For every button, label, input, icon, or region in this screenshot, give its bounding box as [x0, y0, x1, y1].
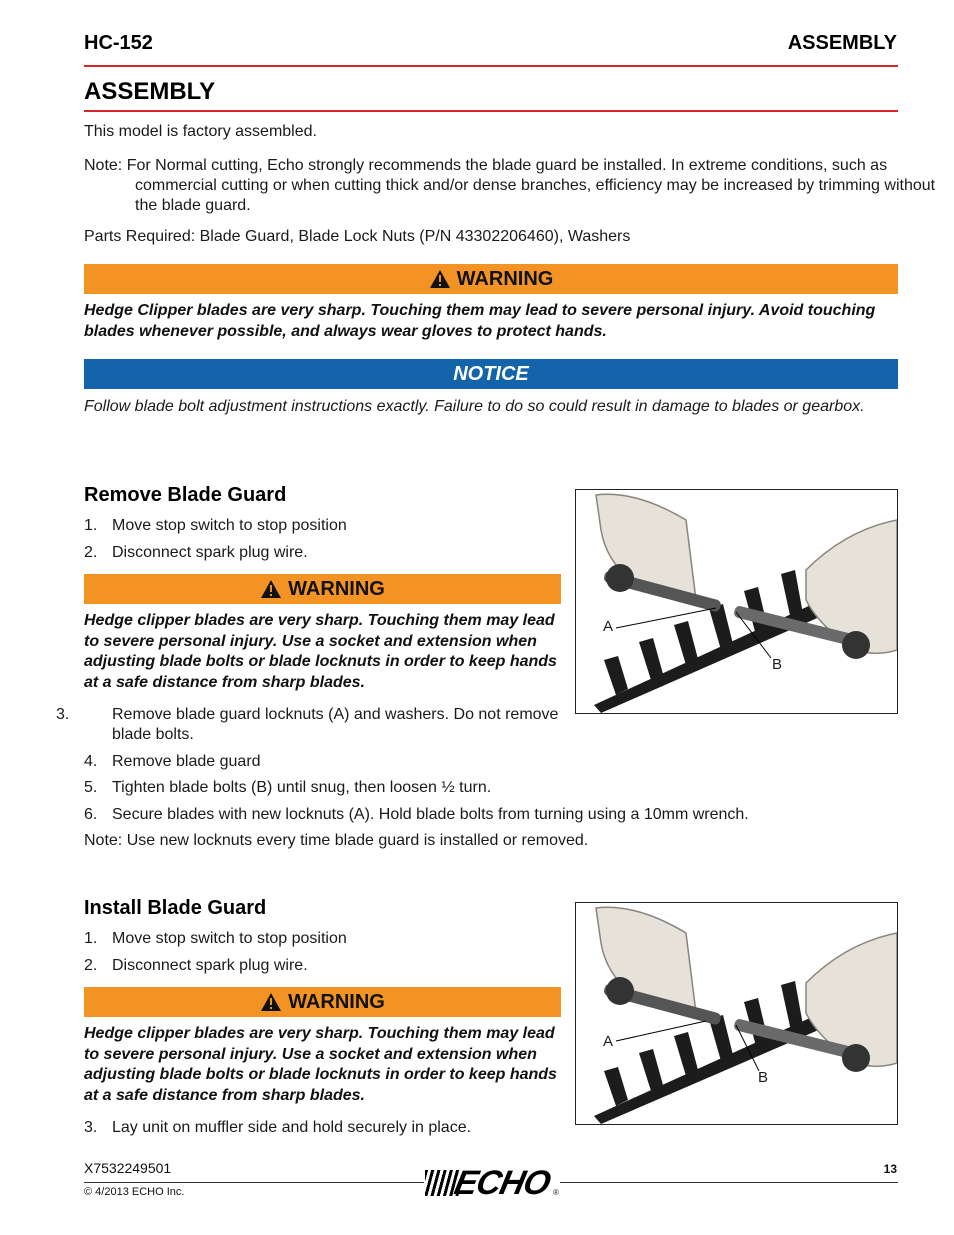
footer-rule-right: [560, 1182, 898, 1183]
list-item: 1. Move stop switch to stop position: [84, 517, 347, 534]
page-title: ASSEMBLY: [84, 78, 216, 105]
list-item: 6. Secure blades with new locknuts (A). Hold blade bolts from turning using a 10mm wrench.: [84, 806, 749, 823]
warning-triangle-icon: [260, 579, 282, 599]
page-number: 13: [883, 1162, 897, 1176]
list-item: 3. Remove blade guard locknuts (A) and washers. Do not remove blade bolts.: [56, 706, 559, 743]
copyright: © 4/2013 ECHO Inc.: [84, 1186, 185, 1198]
callout-b: B: [772, 656, 783, 673]
section-heading-install: Install Blade Guard: [84, 897, 267, 919]
title-rule: [84, 110, 898, 112]
intro-note: Note: For Normal cutting, Echo strongly recommends the blade guard be installed. In extreme conditions, such as commercial cutting or when cutting thick and/or dense branches, efficiency may be increased by trimming without the blade guard.: [84, 157, 936, 214]
callout-b: B: [758, 1069, 769, 1086]
footer-rule-left: [84, 1182, 424, 1183]
warning-label: WARNING: [288, 990, 385, 1013]
warning-text: Hedge clipper blades are very sharp. Touching them may lead to severe personal injury. Use a socket and extension when adjusting blade bolts or blade locknuts in order to keep hands at a safe distance from sharp blades.: [84, 1025, 557, 1104]
blade-guard-photo: [575, 489, 898, 714]
warning-text: Hedge Clipper blades are very sharp. Touching them may lead to severe personal injury. Avoid touching blades whenever possible, and always wear gloves to protect hands.: [84, 302, 876, 340]
echo-logo: ECHO ®: [425, 1166, 560, 1200]
warning-banner: [84, 987, 561, 1017]
callout-a: A: [603, 618, 614, 635]
notice-label: NOTICE: [453, 362, 529, 385]
header-model: HC-152: [84, 32, 153, 54]
list-item: 4. Remove blade guard: [84, 753, 261, 770]
warning-label: WARNING: [456, 267, 554, 290]
list-item: 3. Lay unit on muffler side and hold securely in place.: [84, 1119, 472, 1136]
list-item: 2. Disconnect spark plug wire.: [84, 544, 308, 561]
warning-banner: [84, 264, 898, 294]
warning-triangle-icon: [429, 269, 451, 289]
callout-a: A: [603, 1033, 614, 1050]
list-item: 2. Disconnect spark plug wire.: [84, 957, 308, 974]
warning-triangle-icon: [260, 992, 282, 1012]
part-number: X7532249501: [84, 1160, 172, 1176]
section-heading-remove: Remove Blade Guard: [84, 484, 287, 506]
header-section: ASSEMBLY: [787, 32, 897, 54]
locknut-note: Note: Use new locknuts every time blade guard is installed or removed.: [84, 832, 589, 849]
notice-text: Follow blade bolt adjustment instructions exactly. Failure to do so could result in damage to blades or gearbox.: [84, 398, 865, 415]
intro-paragraph: This model is factory assembled.: [84, 123, 317, 140]
warning-label: WARNING: [288, 577, 385, 600]
blade-guard-photo: [575, 902, 898, 1125]
notice-banner: [84, 359, 898, 389]
list-item: 5. Tighten blade bolts (B) until snug, then loosen ½ turn.: [84, 779, 492, 796]
list-item: 1. Move stop switch to stop position: [84, 930, 347, 947]
warning-banner: [84, 574, 561, 604]
parts-required: Parts Required: Blade Guard, Blade Lock Nuts (P/N 43302206460), Washers: [84, 228, 631, 245]
warning-text: Hedge clipper blades are very sharp. Touching them may lead to severe personal injury. Use a socket and extension when adjusting blade bolts or blade locknuts in order to keep hands at a safe distance from sharp blades.: [84, 612, 557, 691]
header-rule: [84, 65, 898, 67]
